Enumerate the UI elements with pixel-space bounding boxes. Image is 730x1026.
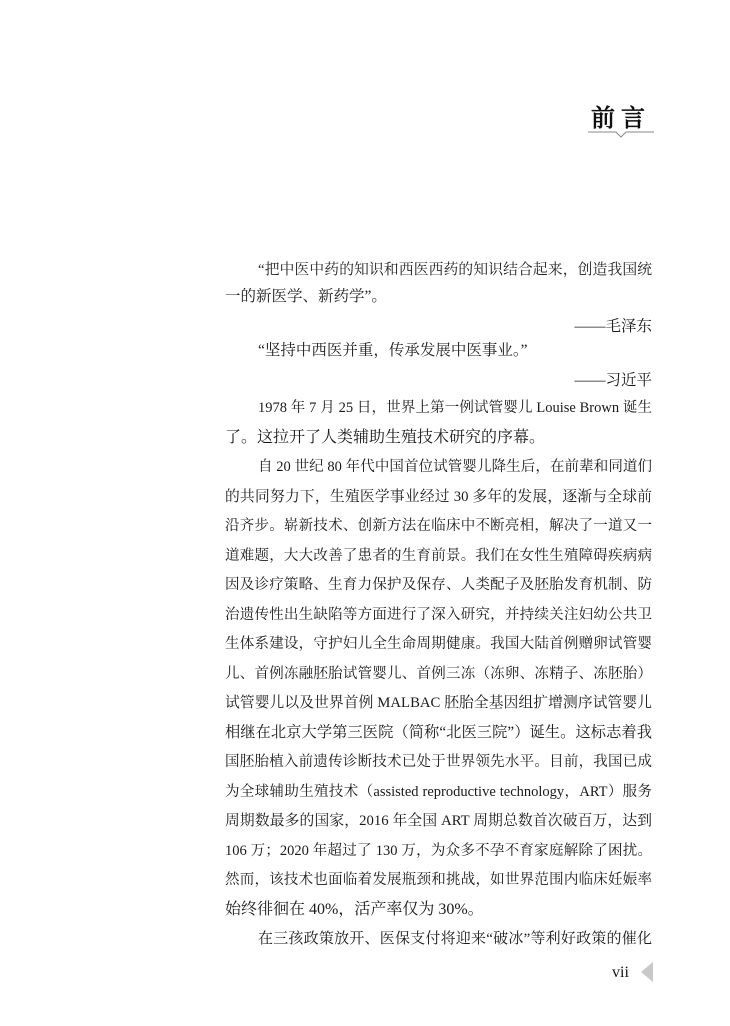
paragraph-line: 在三孩政策放开、医保支付将迎来“破冰”等利好政策的催化 bbox=[258, 931, 652, 947]
paragraph-line: 生体系建设，守护妇儿全生命周期健康。我国大陆首例赠卵试管婴 bbox=[225, 636, 652, 652]
epigraph-author: ——毛泽东 bbox=[574, 318, 652, 335]
paragraph-line: 治遗传性出生缺陷等方面进行了深入研究，并持续关注妇幼公共卫 bbox=[225, 606, 652, 623]
paragraph-line: 相继在北京大学第三医院（简称“北医三院”）诞生。这标志着我 bbox=[225, 723, 652, 741]
paragraph-line: 试管婴儿以及世界首例 MALBAC 胚胎全基因组扩增测序试管婴儿 bbox=[225, 695, 652, 711]
paragraph-line: 因及诊疗策略、生育力保护及保存、人类配子及胚胎发育机制、防 bbox=[225, 577, 652, 593]
paragraph-line: 沿齐步。崭新技术、创新方法在临床中不断亮相，解决了一道又一 bbox=[225, 518, 652, 534]
page-marker-triangle-icon bbox=[641, 962, 653, 982]
epigraph-author: ——习近平 bbox=[574, 372, 652, 389]
paragraph-line: 然而，该技术也面临着发展瓶颈和挑战，如世界范围内临床妊娠率 bbox=[225, 872, 652, 888]
paragraph-line: 为全球辅助生殖技术（assisted reproductive technology，ART）服务 bbox=[225, 783, 652, 800]
epigraph-line: “把中医中药的知识和西医西药的知识结合起来，创造我国统 bbox=[258, 262, 652, 278]
page-number: vii bbox=[612, 964, 629, 981]
paragraph-line: 1978 年 7 月 25 日，世界上第一例试管婴儿 Louise Brown 诞生 bbox=[258, 400, 652, 416]
paragraph-line: 106 万；2020 年超过了 130 万，为众多不孕不育家庭解除了困扰。 bbox=[225, 842, 652, 859]
paragraph-line: 始终徘徊在 40%，活产率仅为 30%。 bbox=[225, 900, 484, 918]
paragraph-line: 国胚胎植入前遗传诊断技术已处于世界领先水平。目前，我国已成 bbox=[225, 754, 652, 770]
paragraph-line: 周期数最多的国家，2016 年全国 ART 周期总数首次破百万，达到 bbox=[225, 813, 652, 829]
paragraph-line: 儿、首例冻融胚胎试管婴儿、首例三冻（冻卵、冻精子、冻胚胎） bbox=[225, 665, 652, 682]
paragraph-line: 道难题，大大改善了患者的生育前景。我们在女性生殖障碍疾病病 bbox=[225, 547, 652, 564]
page-title: 前言 bbox=[591, 106, 651, 132]
title-underline bbox=[588, 131, 654, 139]
paragraph-line: 了。这拉开了人类辅助生殖技术研究的序幕。 bbox=[225, 428, 546, 446]
paragraph-line: 的共同努力下，生殖医学事业经过 30 多年的发展，逐渐与全球前 bbox=[225, 488, 652, 505]
epigraph-line: “坚持中西医并重，传承发展中医事业。” bbox=[258, 342, 528, 359]
paragraph-line: 自 20 世纪 80 年代中国首位试管婴儿降生后，在前辈和同道们 bbox=[258, 459, 652, 475]
epigraph-line: 一的新医学、新药学”。 bbox=[225, 288, 387, 305]
